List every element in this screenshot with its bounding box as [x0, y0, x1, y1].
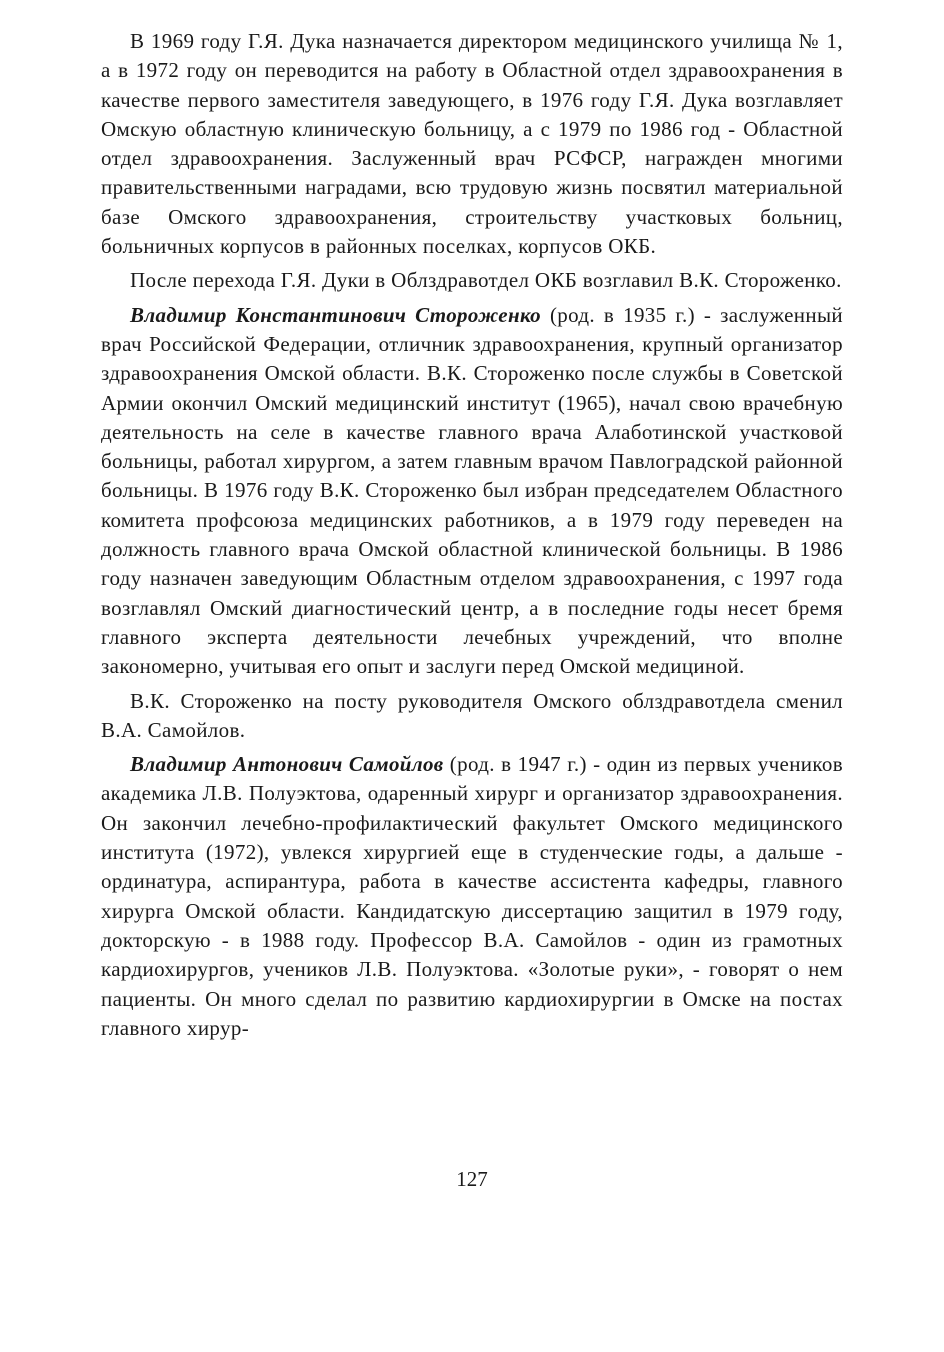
- paragraph-text: В.К. Стороженко на посту руководителя Омского облздравотдела сменил В.А. Самойлов.: [101, 688, 843, 742]
- page-body: [101, 27, 843, 1048]
- paragraph-duka: [101, 27, 843, 261]
- paragraph-samoilov: [101, 750, 843, 1043]
- paragraph-transition-storozhenko: [101, 266, 843, 295]
- person-name: Владимир Константинович Стороженко: [130, 302, 542, 327]
- page-number: 127: [456, 1167, 488, 1191]
- paragraph-text: (род. в 1947 г.) - один из первых учеников академика Л.В. Полуэктова, одаренный хирург и организатор здравоохранения. Он закончил лечебно-профилактический факультет Омского медицинского института (1972), увлекся хирургией еще в студенческие годы, а дальше - ординатура, аспирантура, работа в качестве ассистента кафедры, главного хирурга Омской области. Кандидатскую диссертацию защитил в 1979 году, докторскую - в 1988 году. Профессор В.А. Самойлов - один из грамотных кардиохирургов, учеников Л.В. Полуэктова. «Золотые руки», - говорят о нем пациенты. Он много сделал по развитию кардиохирургии в Омске на постах главного хирур-: [101, 752, 843, 1040]
- person-name: Владимир Антонович Самойлов: [130, 752, 444, 777]
- paragraph-text: В 1969 году Г.Я. Дука назначается директором медицинского училища № 1, а в 1972 году он переводится на работу в Областной отдел здравоохранения в качестве первого заместителя заведующего, в 1976 году Г.Я. Дука возглавляет Омскую областную клиническую больницу, а с 1979 по 1986 год - Областной отдел здравоохранения. Заслуженный врач РСФСР, награжден многими правительственными наградами, всю трудовую жизнь посвятил материальной базе Омского здравоохранения, строительству участковых больниц, больничных корпусов в районных поселках, корпусов ОКБ.: [101, 29, 843, 259]
- paragraph-storozhenko: [101, 301, 843, 682]
- paragraph-transition-samoilov: [101, 687, 843, 746]
- paragraph-text: (род. в 1935 г.) - заслуженный врач Российской Федерации, отличник здравоохранения, крупный организатор здравоохранения Омской области. В.К. Стороженко после службы в Советской Армии окончил Омский медицинский институт (1965), начал свою врачебную деятельность на селе в качестве главного врача Алаботинской участковой больницы, работал хирургом, а затем главным врачом Павлоградской районной больницы. В 1976 году В.К. Стороженко был избран председателем Областного комитета профсоюза медицинских работников, а в 1979 году переведен на должность главного врача Омской областной клинической больницы. В 1986 году назначен заведующим Областным отделом здравоохранения, с 1997 года возглавлял Омский диагностический центр, а в последние годы несет бремя главного эксперта деятельности лечебных учреждений, что вполне закономерно, учитывая его опыт и заслуги перед Омской медициной.: [101, 302, 843, 679]
- paragraph-text: После перехода Г.Я. Дуки в Облздравотдел ОКБ возглавил В.К. Стороженко.: [130, 268, 842, 293]
